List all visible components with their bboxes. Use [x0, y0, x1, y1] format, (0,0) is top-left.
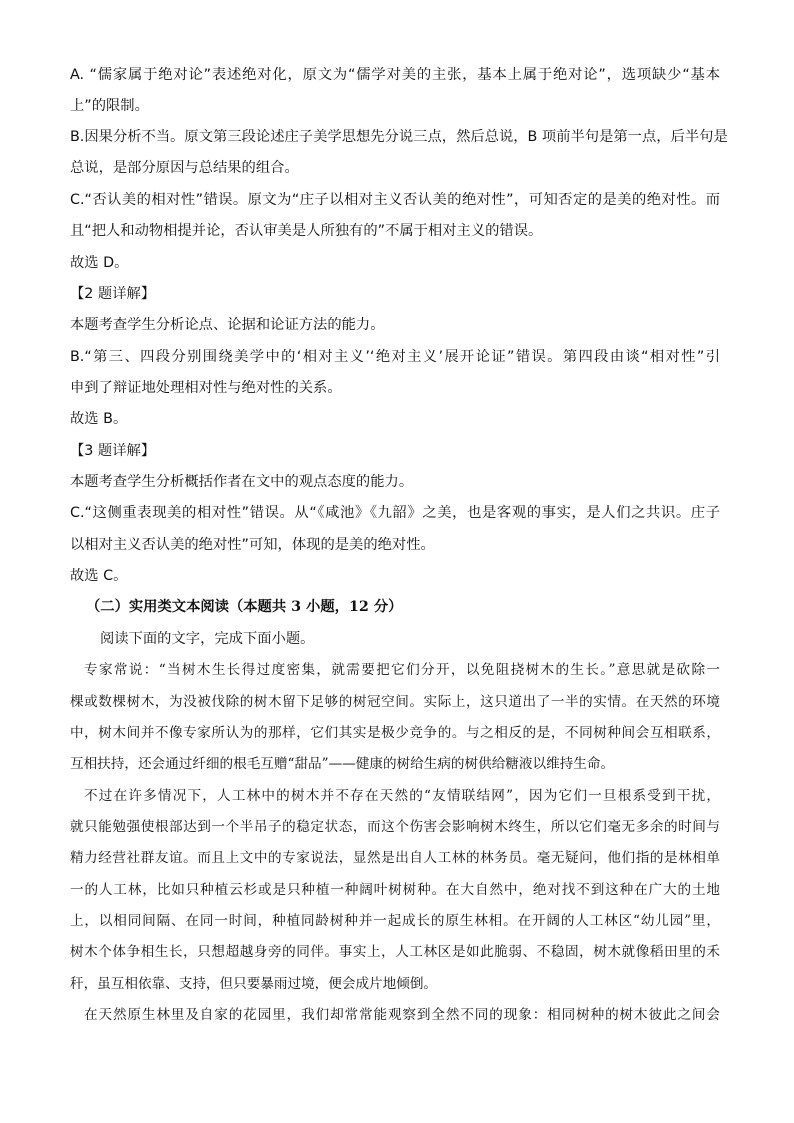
- reading-instruction: 阅读下面的文字，完成下面小题。: [100, 631, 315, 647]
- analysis-line: 【2 题详解】: [70, 286, 156, 302]
- analysis-line: 本题考查学生分析论点、论据和论证方法的能力。: [70, 317, 385, 333]
- analysis-line: 上”的限制。: [70, 98, 149, 114]
- section-heading: （二）实用类文本阅读（本题共 3 小题，12 分）: [86, 599, 403, 615]
- analysis-line: A. “儒家属于绝对论”表述绝对化，原文为“儒学对美的主张，基本上属于绝对论”，选项缺少“基本: [70, 67, 720, 83]
- analysis-line: 故选 B。: [70, 411, 128, 427]
- analysis-line: C.“这侧重表现美的相对性”错误。从“《咸池》《九韶》之美，也是客观的事实，是人们之共识。庄子: [70, 505, 720, 521]
- passage-line: 上，以相同间隔、在同一时间，种植同龄树种并一起成长的原生林相。在开阔的人工林区“幼儿园”里，: [70, 913, 720, 929]
- analysis-line: B.因果分析不当。原文第三段论述庄子美学思想先分说三点，然后总说，B 项前半句是第一点，后半句是: [70, 129, 728, 145]
- passage-line: 不过在许多情况下，人工林中的树木并不存在天然的“友情联结网”，因为它们一旦根系受到干扰，: [84, 788, 720, 804]
- analysis-line: 总说，是部分原因与总结果的组合。: [70, 160, 299, 176]
- analysis-line: B.“第三、四段分别围绕美学中的‘相对主义’‘绝对主义’展开论证”错误。第四段由谈“相对性”引: [70, 349, 720, 365]
- passage-line: 秆，虽互相依靠、支持，但只要暴雨过境，便会成片地倾倒。: [70, 976, 438, 992]
- analysis-line: 且“把人和动物相提并论，否认审美是人所独有的”不属于相对主义的错误。: [70, 223, 543, 239]
- passage-line: 一的人工林，比如只种植云杉或是只种植一种阔叶树树种。在大自然中，绝对找不到这种在广大的土地: [70, 882, 720, 898]
- passage-line: 树木个体争相生长，只想超越身旁的同伴。事实上，人工林区是如此脆弱、不稳固，树木就像稻田里的禾: [70, 944, 720, 960]
- analysis-line: 【3 题详解】: [70, 443, 156, 459]
- passage-line: 中，树木间并不像专家所认为的那样，它们其实是极少竞争的。与之相反的是，不同树种间会互相联系，: [70, 725, 720, 741]
- passage-line: 就只能勉强使根部达到一个半吊子的稳定状态，而这个伤害会影响树木终生，所以它们毫无多余的时间与: [70, 819, 720, 835]
- passage-line: 棵或数棵树木，为没被伐除的树木留下足够的树冠空间。实际上，这只道出了一半的实情。在天然的环境: [70, 694, 720, 710]
- passage-line: 专家常说：“当树木生长得过度密集，就需要把它们分开，以免阻挠树木的生长。”意思就是砍除一: [84, 662, 720, 678]
- analysis-line: 申到了辩证地处理相对性与绝对性的关系。: [70, 380, 342, 396]
- passage-line: 互相扶持，还会通过纤细的根毛互赠“甜品”——健康的树给生病的树供给糖液以维持生命。: [70, 756, 615, 772]
- analysis-line: 本题考查学生分析概括作者在文中的观点态度的能力。: [70, 474, 414, 490]
- analysis-line: 以相对主义否认美的绝对性”可知，体现的是美的绝对性。: [70, 537, 435, 553]
- analysis-line: 故选 C。: [70, 568, 128, 584]
- analysis-line: 故选 D。: [70, 255, 129, 271]
- analysis-line: C.“否认美的相对性”错误。原文为“庄子以相对主义否认美的绝对性”，可知否定的是美的绝对性。而: [70, 192, 720, 208]
- passage-line: 精力经营社群友谊。而且上文中的专家说法，显然是出自人工林的林务员。毫无疑问，他们指的是林相单: [70, 850, 720, 866]
- passage-line: 在天然原生林里及自家的花园里，我们却常常能观察到全然不同的现象：相同树种的树木彼此之间会: [84, 1007, 720, 1023]
